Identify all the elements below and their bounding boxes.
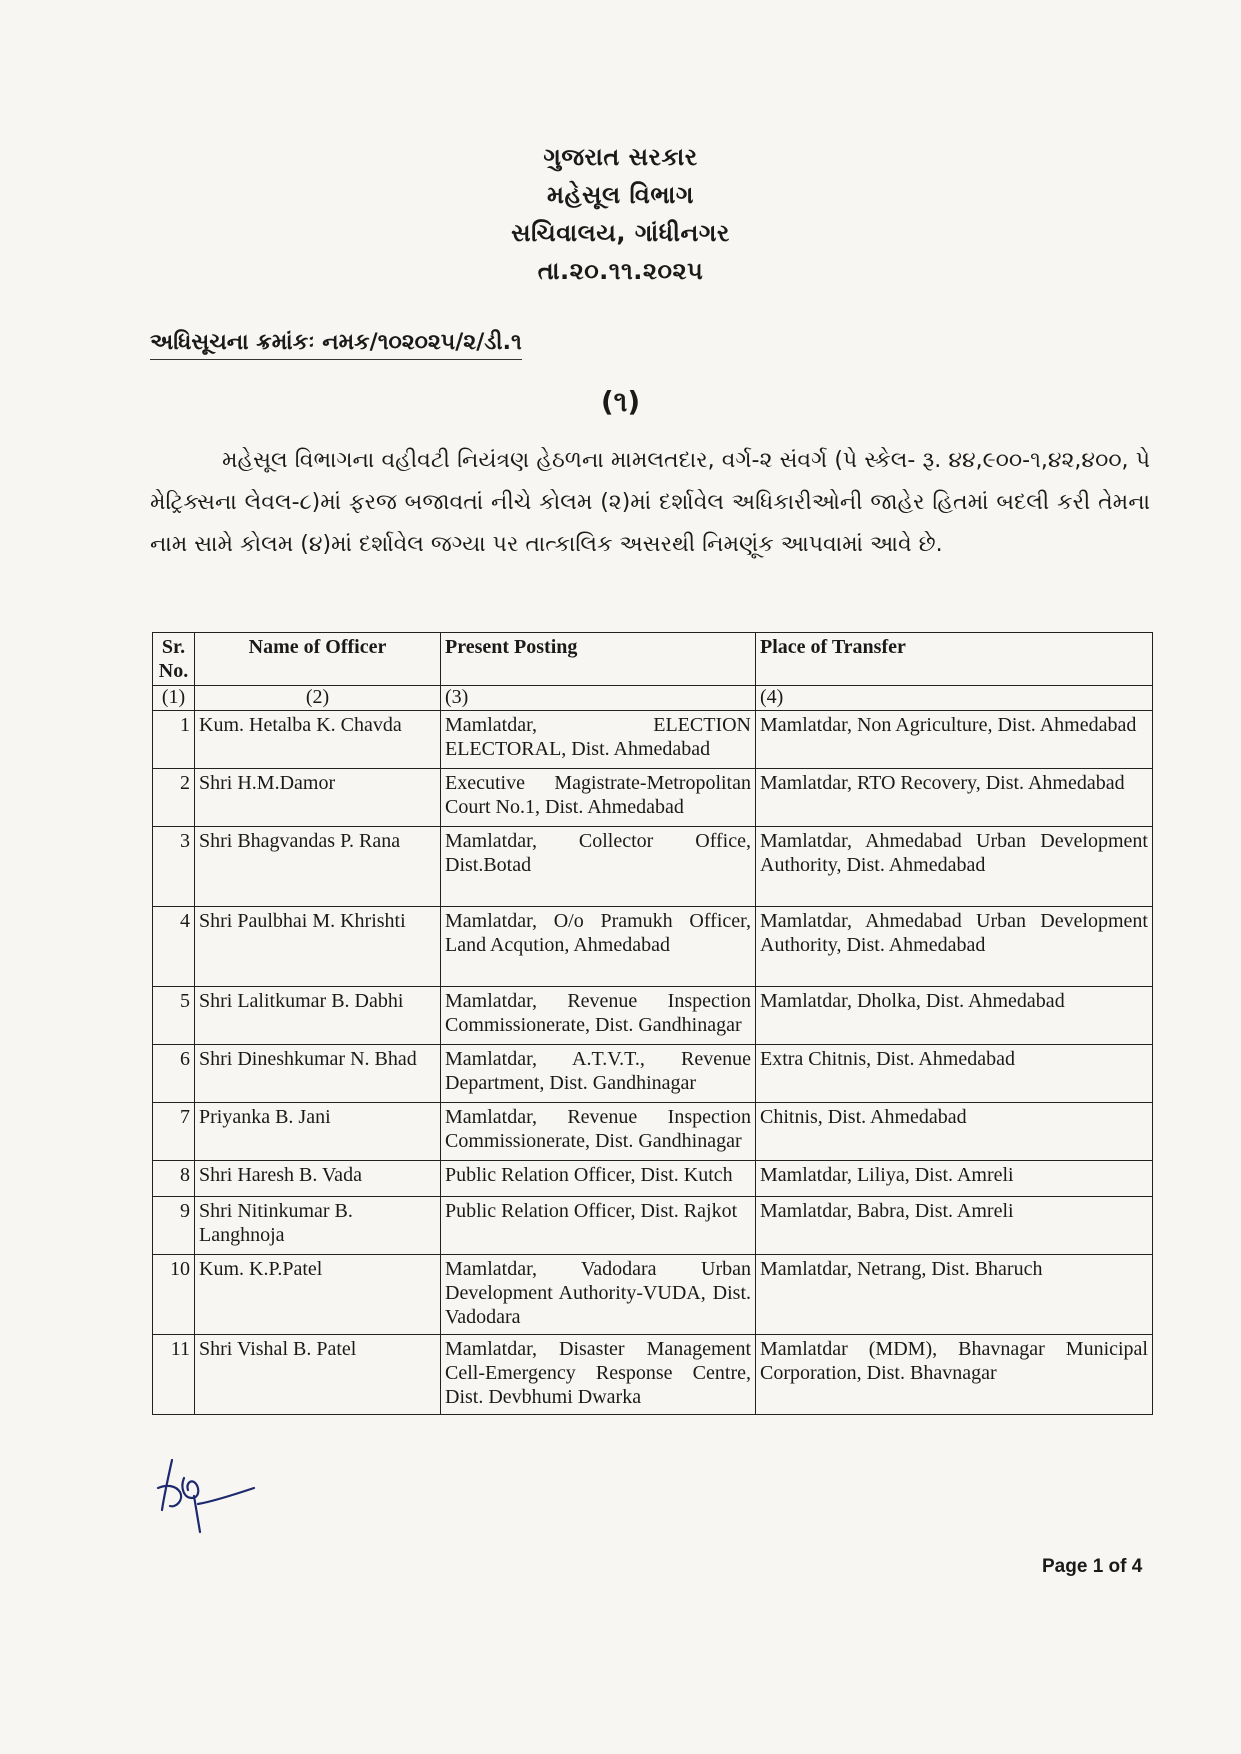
table-row xyxy=(153,1335,1153,1415)
col-number-3: (3) xyxy=(441,686,756,711)
officer-name-cell: Shri Bhagvandas P. Rana xyxy=(195,827,441,907)
present-posting-cell: Mamlatdar, A.T.V.T., Revenue Department, Dist. Gandhinagar xyxy=(441,1045,756,1103)
transfer-table xyxy=(152,632,1153,1415)
sr-no-cell: 5 xyxy=(153,987,195,1045)
table-row xyxy=(153,1045,1153,1103)
officer-name-cell: Shri Vishal B. Patel xyxy=(195,1335,441,1415)
table-row xyxy=(153,907,1153,987)
officer-name-cell: Shri Haresh B. Vada xyxy=(195,1161,441,1197)
officer-name-cell: Priyanka B. Jani xyxy=(195,1103,441,1161)
present-posting-cell: Mamlatdar, ELECTION ELECTORAL, Dist. Ahmedabad xyxy=(441,711,756,769)
present-posting-cell: Executive Magistrate-Metropolitan Court No.1, Dist. Ahmedabad xyxy=(441,769,756,827)
government-name: ગુજરાત સરકાર xyxy=(543,143,698,171)
office-location: સચિવાલય, ગાંધીનગર xyxy=(511,219,730,247)
header-present-posting: Present Posting xyxy=(441,633,756,686)
present-posting-cell: Mamlatdar, O/o Pramukh Officer, Land Acqution, Ahmedabad xyxy=(441,907,756,987)
section-number: (૧) xyxy=(600,385,641,418)
header-place-of-transfer: Place of Transfer xyxy=(756,633,1153,686)
transfer-place-cell: Mamlatdar, Dholka, Dist. Ahmedabad xyxy=(756,987,1153,1045)
table-row xyxy=(153,711,1153,769)
sr-no-cell: 8 xyxy=(153,1161,195,1197)
transfer-place-cell: Mamlatdar, Babra, Dist. Amreli xyxy=(756,1197,1153,1255)
table-row xyxy=(153,769,1153,827)
signature-mark xyxy=(150,1448,260,1538)
sr-no-cell: 10 xyxy=(153,1255,195,1335)
table-header-row xyxy=(153,633,1153,686)
department-name: મહેસૂલ વિભાગ xyxy=(547,181,694,209)
officer-name-cell: Shri Dineshkumar N. Bhad xyxy=(195,1045,441,1103)
header-sr-no: Sr. No. xyxy=(153,633,195,686)
officer-name-cell: Shri Paulbhai M. Khrishti xyxy=(195,907,441,987)
column-number-row xyxy=(153,686,1153,711)
transfer-place-cell: Mamlatdar, Non Agriculture, Dist. Ahmedabad xyxy=(756,711,1153,769)
sr-no-cell: 9 xyxy=(153,1197,195,1255)
transfer-place-cell: Mamlatdar, Liliya, Dist. Amreli xyxy=(756,1161,1153,1197)
col-number-1: (1) xyxy=(153,686,195,711)
transfer-place-cell: Mamlatdar, RTO Recovery, Dist. Ahmedabad xyxy=(756,769,1153,827)
page-number: Page 1 of 4 xyxy=(1042,1556,1143,1577)
table-row xyxy=(153,1161,1153,1197)
sr-no-cell: 7 xyxy=(153,1103,195,1161)
present-posting-cell: Mamlatdar, Revenue Inspection Commissionerate, Dist. Gandhinagar xyxy=(441,1103,756,1161)
present-posting-cell: Mamlatdar, Disaster Management Cell-Emergency Response Centre, Dist. Devbhumi Dwarka xyxy=(441,1335,756,1415)
transfer-place-cell: Extra Chitnis, Dist. Ahmedabad xyxy=(756,1045,1153,1103)
sr-no-cell: 11 xyxy=(153,1335,195,1415)
present-posting-cell: Public Relation Officer, Dist. Rajkot xyxy=(441,1197,756,1255)
present-posting-cell: Mamlatdar, Revenue Inspection Commissionerate, Dist. Gandhinagar xyxy=(441,987,756,1045)
notification-number: અધિસૂચના ક્રમાંકઃ નમક/૧૦૨૦૨૫/૨/ડી.૧ xyxy=(150,330,522,360)
table-row xyxy=(153,1197,1153,1255)
transfer-place-cell: Mamlatdar, Ahmedabad Urban Development Authority, Dist. Ahmedabad xyxy=(756,827,1153,907)
document-date: તા.૨૦.૧૧.૨૦૨૫ xyxy=(537,257,704,285)
order-paragraph: મહેસૂલ વિભાગના વહીવટી નિયંત્રણ હેઠળના મામલતદાર, વર્ગ-૨ સંવર્ગ (પે સ્કેલ- રૂ. ૪૪,૯૦૦-૧,૪૨,૪૦૦, પે મેટ્રિક્સના લેવલ-૮)માં ફરજ બજાવતાં નીચે કોલમ (૨)માં દર્શાવેલ અધિકારીઓની જાહેર હિતમાં બદલી કરી તેમના નામ સામે કોલમ (૪)માં દર્શાવેલ જગ્યા પર તાત્કાલિક અસરથી નિમણૂંક આપવામાં આવે છે. xyxy=(150,448,1150,557)
table-row xyxy=(153,827,1153,907)
transfer-place-cell: Mamlatdar (MDM), Bhavnagar Municipal Corporation, Dist. Bhavnagar xyxy=(756,1335,1153,1415)
sr-no-cell: 6 xyxy=(153,1045,195,1103)
header-name-of-officer: Name of Officer xyxy=(195,633,441,686)
sr-no-cell: 1 xyxy=(153,711,195,769)
col-number-2: (2) xyxy=(195,686,441,711)
transfer-place-cell: Mamlatdar, Ahmedabad Urban Development Authority, Dist. Ahmedabad xyxy=(756,907,1153,987)
present-posting-cell: Public Relation Officer, Dist. Kutch xyxy=(441,1161,756,1197)
table-row xyxy=(153,987,1153,1045)
officer-name-cell: Shri Lalitkumar B. Dabhi xyxy=(195,987,441,1045)
table-row xyxy=(153,1103,1153,1161)
present-posting-cell: Mamlatdar, Collector Office, Dist.Botad xyxy=(441,827,756,907)
officer-name-cell: Kum. K.P.Patel xyxy=(195,1255,441,1335)
table-row xyxy=(153,1255,1153,1335)
document-header xyxy=(0,138,1241,290)
officer-name-cell: Kum. Hetalba K. Chavda xyxy=(195,711,441,769)
transfer-place-cell: Mamlatdar, Netrang, Dist. Bharuch xyxy=(756,1255,1153,1335)
col-number-4: (4) xyxy=(756,686,1153,711)
officer-name-cell: Shri Nitinkumar B. Langhnoja xyxy=(195,1197,441,1255)
sr-no-cell: 4 xyxy=(153,907,195,987)
sr-no-cell: 3 xyxy=(153,827,195,907)
present-posting-cell: Mamlatdar, Vadodara Urban Development Authority-VUDA, Dist. Vadodara xyxy=(441,1255,756,1335)
officer-name-cell: Shri H.M.Damor xyxy=(195,769,441,827)
transfer-place-cell: Chitnis, Dist. Ahmedabad xyxy=(756,1103,1153,1161)
sr-no-cell: 2 xyxy=(153,769,195,827)
